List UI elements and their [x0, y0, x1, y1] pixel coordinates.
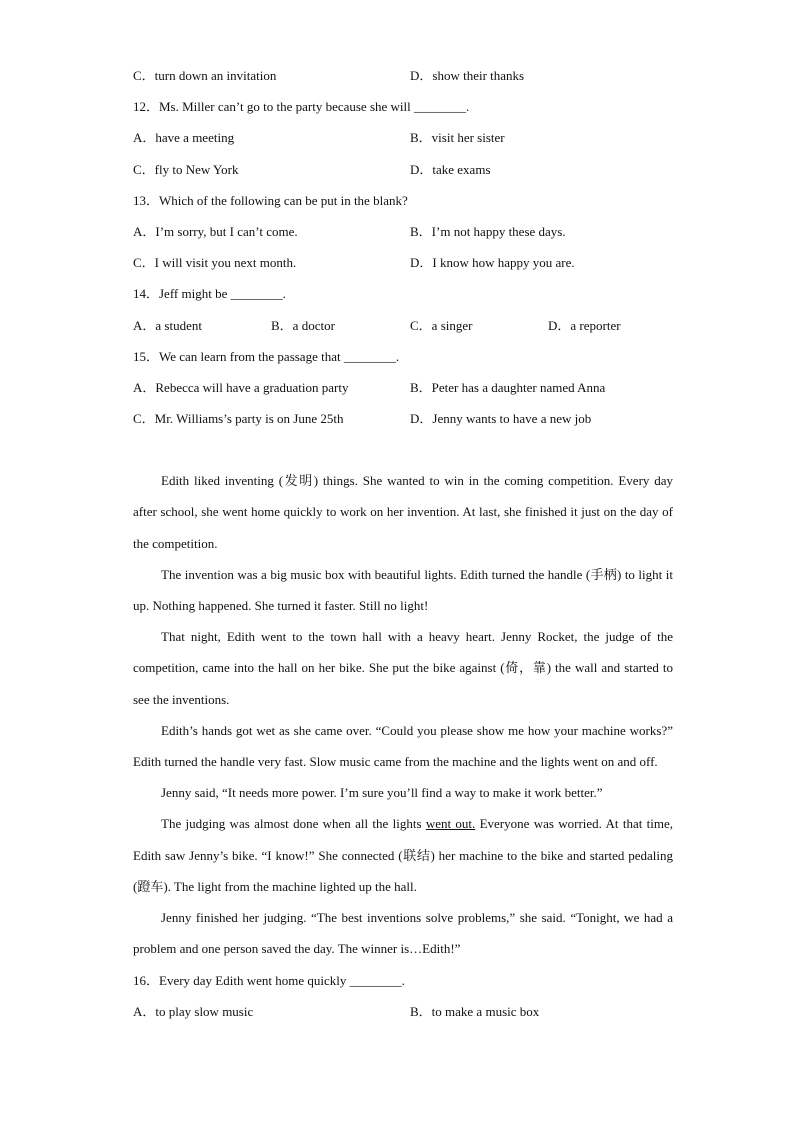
- passage-paragraph-2: The invention was a big music box with beautiful lights. Edith turned the handle (手柄) to light it up. Nothing happened. She turned it faster. Still no light!: [133, 566, 673, 614]
- worksheet-page: [133, 60, 673, 1027]
- q15-option-d[interactable]: D．Jenny wants to have a new job: [410, 411, 592, 427]
- q14-option-a[interactable]: A．a student: [133, 317, 202, 333]
- underlined-phrase: went out.: [425, 816, 476, 832]
- q12-options-cd: [133, 154, 673, 185]
- passage-paragraph-1: Edith liked inventing (发明) things. She wanted to win in the coming competition. Every day after school, she went home quickly to work on her invention. At last, she finished it just on the day of the competition.: [133, 473, 673, 551]
- q13-option-b[interactable]: B．I’m not happy these days.: [410, 223, 566, 239]
- q15-option-b[interactable]: B．Peter has a daughter named Anna: [410, 379, 606, 395]
- q15-option-a[interactable]: A．Rebecca will have a graduation party: [133, 379, 349, 395]
- q14-option-c[interactable]: C．a singer: [410, 317, 473, 333]
- q12-option-a[interactable]: A．have a meeting: [133, 130, 235, 146]
- q12-options-ab: [133, 122, 673, 153]
- q14-option-b[interactable]: B．a doctor: [271, 317, 335, 333]
- q16-stem: 16．Every day Edith went home quickly ________.: [133, 972, 405, 988]
- q12-stem: 12．Ms. Miller can’t go to the party because she will ________.: [133, 99, 470, 115]
- q12-option-d[interactable]: D．take exams: [410, 161, 491, 177]
- q11-option-c[interactable]: C．turn down an invitation: [133, 68, 277, 83]
- q16-options-ab: [133, 996, 673, 1027]
- q16-option-b[interactable]: B．to make a music box: [410, 1003, 540, 1019]
- passage-paragraph-4: Edith’s hands got wet as she came over. “Could you please show me how your machine works?” Edith turned the handle very fast. Slow music came from the machine and the lights went on and off.: [133, 722, 673, 770]
- q14-stem: 14．Jeff might be ________.: [133, 286, 286, 302]
- q11-option-d[interactable]: D．show their thanks: [410, 68, 525, 83]
- q13-option-d[interactable]: D．I know how happy you are.: [410, 255, 575, 271]
- q16-option-a[interactable]: A．to play slow music: [133, 1003, 254, 1019]
- passage-paragraph-3: That night, Edith went to the town hall with a heavy heart. Jenny Rocket, the judge of the competition, came into the hall on her bike. She put the bike against (倚，靠) the wall and started to see the inventions.: [133, 629, 673, 707]
- q14-options: [133, 310, 673, 341]
- q12-option-c[interactable]: C．fly to New York: [133, 161, 239, 177]
- q15-stem: 15．We can learn from the passage that ________.: [133, 348, 400, 364]
- passage-p6-end: Everyone was worried. At that time, Edith saw Jenny’s bike. “I know!” She connected (联结) her machine to the bike and started pedaling (蹬车). The light from the machine lighted up the hall.: [133, 816, 673, 894]
- reading-passage: [133, 465, 673, 964]
- passage-paragraph-7: Jenny finished her judging. “The best inventions solve problems,” she said. “Tonight, we had a problem and one person saved the day. The winner is…Edith!”: [133, 910, 673, 957]
- q15-options-ab: [133, 372, 673, 403]
- q12-option-b[interactable]: B．visit her sister: [410, 130, 505, 146]
- q14-option-d[interactable]: D．a reporter: [548, 317, 621, 333]
- passage-paragraph-5: Jenny said, “It needs more power. I’m sure you’ll find a way to make it work better.”: [161, 785, 603, 801]
- q13-options-cd: [133, 247, 673, 278]
- q13-option-c[interactable]: C．I will visit you next month.: [133, 255, 297, 271]
- q13-options-ab: [133, 216, 673, 247]
- passage-paragraph-6: [133, 808, 673, 902]
- q15-options-cd: [133, 403, 673, 434]
- section-gap: [133, 434, 673, 465]
- q11-options-cd: [133, 60, 673, 91]
- q15-option-c[interactable]: C．Mr. Williams’s party is on June 25th: [133, 411, 344, 427]
- q13-option-a[interactable]: A．I’m sorry, but I can’t come.: [133, 223, 298, 239]
- passage-p6-start: The judging was almost done when all the lights: [161, 816, 426, 832]
- q13-stem: 13．Which of the following can be put in the blank?: [133, 192, 408, 208]
